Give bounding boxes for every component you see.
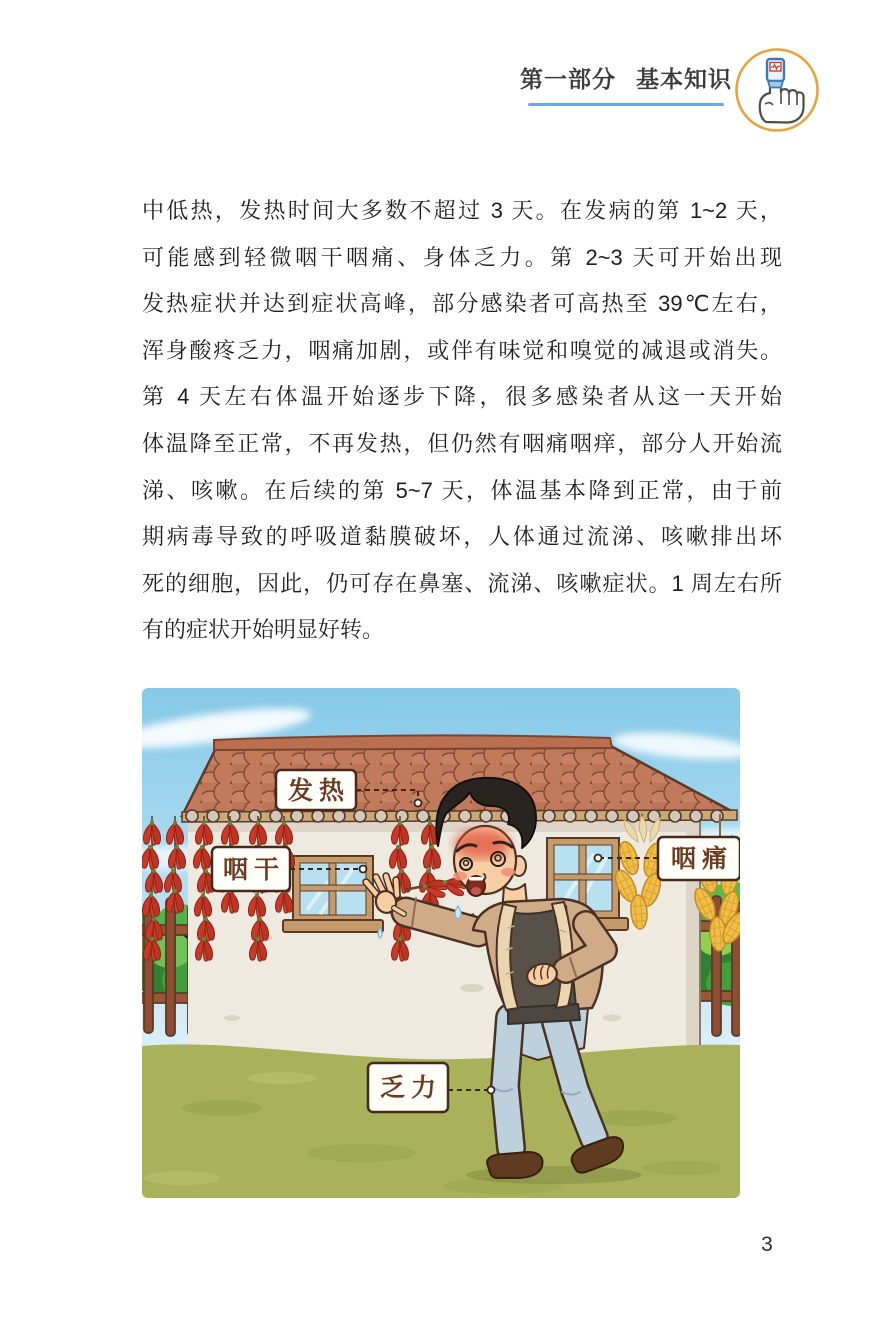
body-paragraph [142,188,782,654]
paragraph-line: 期病毒导致的呼吸道黏膜破坏，人体通过流涕、咳嗽排出坏 [142,524,782,550]
section-header [520,61,732,106]
paragraph-line: 第 4 天左右体温开始逐步下降，很多感染者从这一天开始 [142,384,782,410]
pulse-oximeter-finger-icon [734,47,820,133]
paragraph-line: 可能感到轻微咽干咽痛、身体乏力。第 2~3 天可开始出现 [142,244,782,270]
paragraph-line: 涕、咳嗽。在后续的第 5~7 天，体温基本降到正常，由于前 [142,477,782,503]
paragraph-line: 有的症状开始明显好转。 [142,617,385,643]
paragraph-line: 浑身酸疼乏力，咽痛加剧，或伴有味觉和嗅觉的减退或消失。 [142,337,782,363]
paragraph-line: 发热症状并达到症状高峰，部分感染者可高热至 39℃左右， [142,291,782,317]
label-sore-throat: 咽痛 [670,846,734,873]
label-fatigue: 乏力 [379,1075,443,1102]
section-part-title: 基本知识 [636,66,732,92]
paragraph-line: 中低热，发热时间大多数不超过 3 天。在发病的第 1~2 天， [142,198,782,223]
label-fever: 发热 [287,778,351,805]
label-dry-throat: 咽干 [222,857,286,884]
left-window [283,856,383,932]
section-underline [528,103,724,106]
paragraph-line: 死的细胞，因此，仍可存在鼻塞、流涕、咳嗽症状。1 周左右所 [142,570,782,596]
section-title [520,61,732,94]
chapter-badge [734,47,820,133]
page-number: 3 [761,1233,773,1256]
symptom-illustration [142,688,740,1198]
illustration-scene [142,688,740,1198]
section-part-label: 第一部分 [520,66,616,92]
paragraph-line: 体温降至正常，不再发热，但仍然有咽痛咽痒，部分人开始流 [142,430,782,456]
